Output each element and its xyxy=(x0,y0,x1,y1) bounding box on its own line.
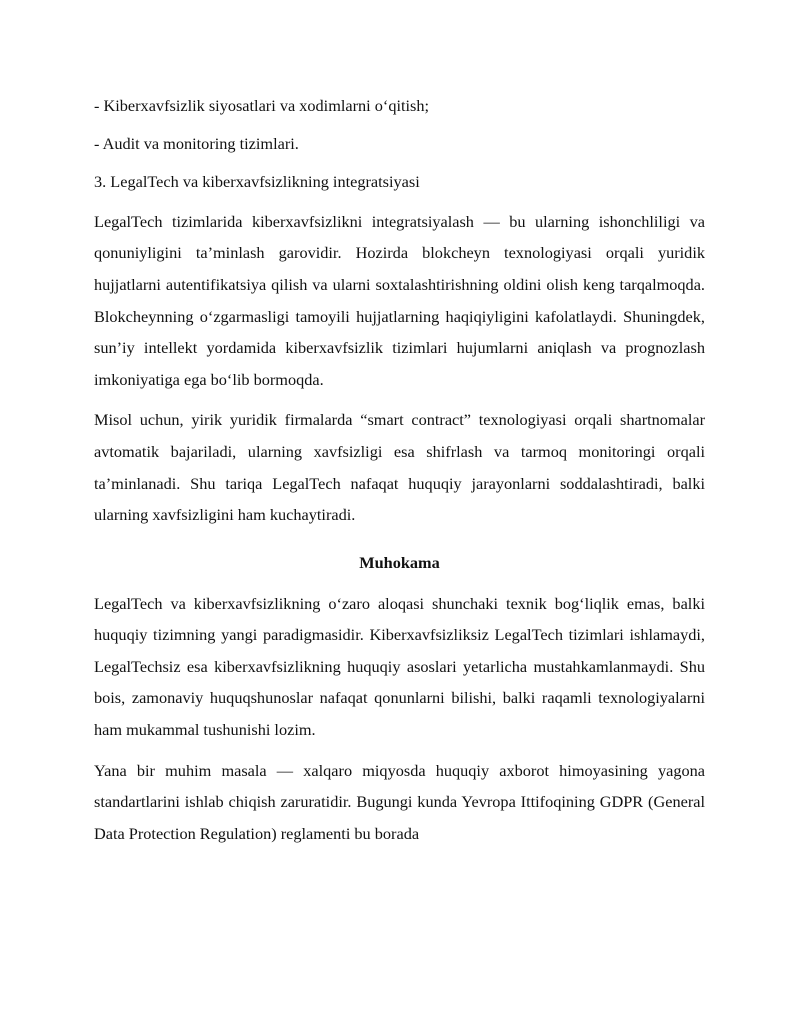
paragraph-integration: LegalTech tizimlarida kiberxavfsizlikni integratsiyalash — bu ularning ishonchliligi va qonuniyligini ta’minlash garovidir. Hozirda blokcheyn texnologiyasi orqali yuridik hujjatlarni autentifikatsiya qilish va ularni soxtalashtirishning oldini olish keng tarqalmoqda. Blokcheynning o‘zgarmasligi tamoyili hujjatlarning haqiqiyligini kafolatlaydi. Shuningdek, sun’iy intellekt yordamida kiberxavfsizlik tizimlari hujumlarni aniqlash va prognozlash imkoniyatiga ega bo‘lib bormoqda. xyxy=(94,211,705,389)
list-item-training: - Kiberxavfsizlik siyosatlari va xodimlarni o‘qitish; xyxy=(94,96,430,115)
document-page xyxy=(94,90,705,858)
paragraph-discussion-2: Yana bir muhim masala — xalqaro miqyosda huquqiy axborot himoyasining yagona standartlarini ishlab chiqish zaruratidir. Bugungi kunda Yevropa Ittifoqining GDPR (General Data Protection Regulation) reglamenti bu borada xyxy=(94,760,705,843)
list-item-audit: - Audit va monitoring tizimlari. xyxy=(94,133,299,153)
paragraph-smart-contract: Misol uchun, yirik yuridik firmalarda “smart contract” texnologiyasi orqali shartnomalar avtomatik bajariladi, ularning xavfsizligi esa shifrlash va tarmoq monitoringi orqali ta’minlanadi. Shu tariqa LegalTech nafaqat huquqiy jarayonlarni soddalashtiradi, balki ularning xavfsizligini ham kuchaytiradi. xyxy=(94,410,705,525)
section-title: 3. LegalTech va kiberxavfsizlikning integratsiyasi xyxy=(94,172,420,192)
paragraph-discussion-1: LegalTech va kiberxavfsizlikning o‘zaro aloqasi shunchaki texnik bog‘liqlik emas, balki huquqiy tizimning yangi paradigmasidir. Kiberxavfsizliksiz LegalTech tizimlari ishlamaydi, LegalTechsiz esa kiberxavfsizlikning huquqiy asoslari yetarlicha mustahkamlanmaydi. Shu bois, zamonaviy huquqshunoslar nafaqat qonunlarni bilishi, balki raqamli texnologiyalarni ham mukammal tushunishi lozim. xyxy=(94,593,705,739)
discussion-heading: Muhokama xyxy=(359,553,440,573)
